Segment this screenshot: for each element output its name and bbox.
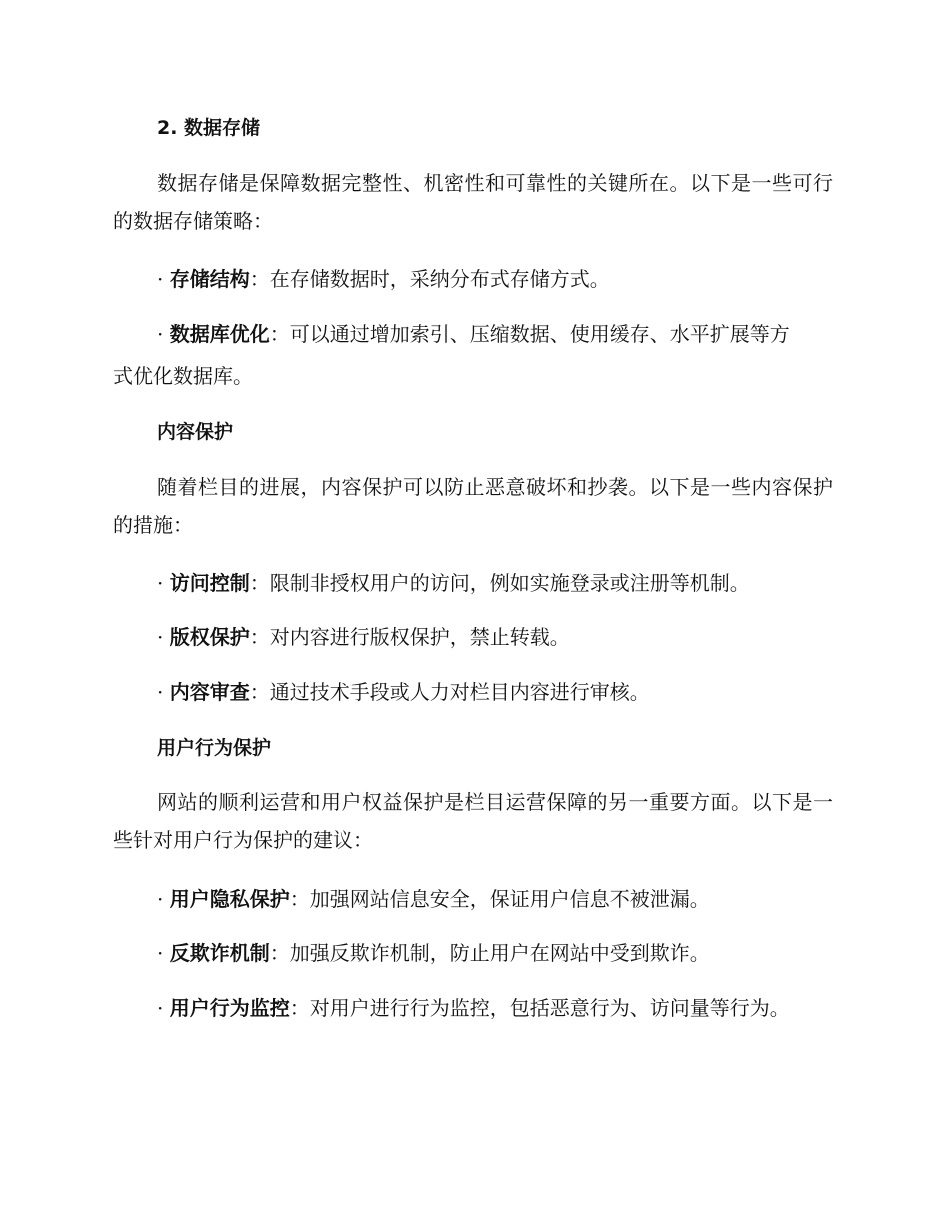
item-separator: ： — [249, 267, 270, 291]
list-item-access-control — [157, 569, 750, 597]
section-heading-content-protection: 内容保护 — [157, 421, 234, 443]
item-text: 可以通过增加索引、压缩数据、使用缓存、水平扩展等方式优化数据库。 — [113, 322, 790, 388]
item-separator: ： — [269, 941, 290, 965]
bullet-mark: · — [157, 887, 170, 911]
list-item-behavior-monitoring — [113, 987, 803, 1029]
item-term: 用户行为监控 — [169, 996, 290, 1020]
item-separator: ： — [289, 996, 310, 1020]
item-term: 访问控制 — [169, 571, 250, 595]
section-heading-user-behavior: 用户行为保护 — [157, 737, 272, 759]
item-text: 在存储数据时，采纳分布式存储方式。 — [269, 267, 610, 291]
list-item-user-privacy — [157, 885, 710, 913]
bullet-mark: · — [157, 680, 170, 704]
list-item-storage-structure — [157, 265, 610, 293]
item-term: 反欺诈机制 — [169, 941, 270, 965]
item-text: 限制非授权用户的访问，例如实施登录或注册等机制。 — [269, 571, 750, 595]
item-text: 通过技术手段或人力对栏目内容进行审核。 — [269, 680, 650, 704]
user-behavior-intro: 网站的顺利运营和用户权益保护是栏目运营保障的另一重要方面。以下是一些针对用户行为保护的建议： — [113, 790, 833, 852]
content-protection-intro: 随着栏目的进展，内容保护可以防止恶意破坏和抄袭。以下是一些内容保护的措施： — [113, 475, 833, 537]
item-separator: ： — [269, 322, 290, 346]
item-term: 版权保护 — [169, 625, 250, 649]
item-separator: ： — [249, 625, 270, 649]
bullet-mark: · — [157, 941, 170, 965]
bullet-mark: · — [157, 625, 170, 649]
item-separator: ： — [289, 887, 310, 911]
item-separator: ： — [249, 680, 270, 704]
item-term: 用户隐私保护 — [169, 887, 290, 911]
section-heading-data-storage: 2. 数据存储 — [157, 117, 261, 139]
item-text: 加强反欺诈机制，防止用户在网站中受到欺诈。 — [289, 941, 710, 965]
list-item-database-optimization — [113, 313, 803, 397]
bullet-mark: · — [157, 996, 170, 1020]
bullet-mark: · — [157, 571, 170, 595]
item-text: 加强网站信息安全，保证用户信息不被泄漏。 — [309, 887, 710, 911]
bullet-mark: · — [157, 322, 170, 346]
item-term: 数据库优化 — [169, 322, 270, 346]
item-text: 对内容进行版权保护，禁止转载。 — [269, 625, 570, 649]
list-item-content-review — [157, 678, 650, 706]
bullet-mark: · — [157, 267, 170, 291]
item-term: 内容审查 — [169, 680, 250, 704]
list-item-anti-fraud — [157, 939, 710, 967]
item-term: 存储结构 — [169, 267, 250, 291]
item-separator: ： — [249, 571, 270, 595]
list-item-copyright-protection — [157, 623, 570, 651]
item-text: 对用户进行行为监控，包括恶意行为、访问量等行为。 — [309, 996, 790, 1020]
data-storage-intro: 数据存储是保障数据完整性、机密性和可靠性的关键所在。以下是一些可行的数据存储策略： — [113, 171, 833, 233]
